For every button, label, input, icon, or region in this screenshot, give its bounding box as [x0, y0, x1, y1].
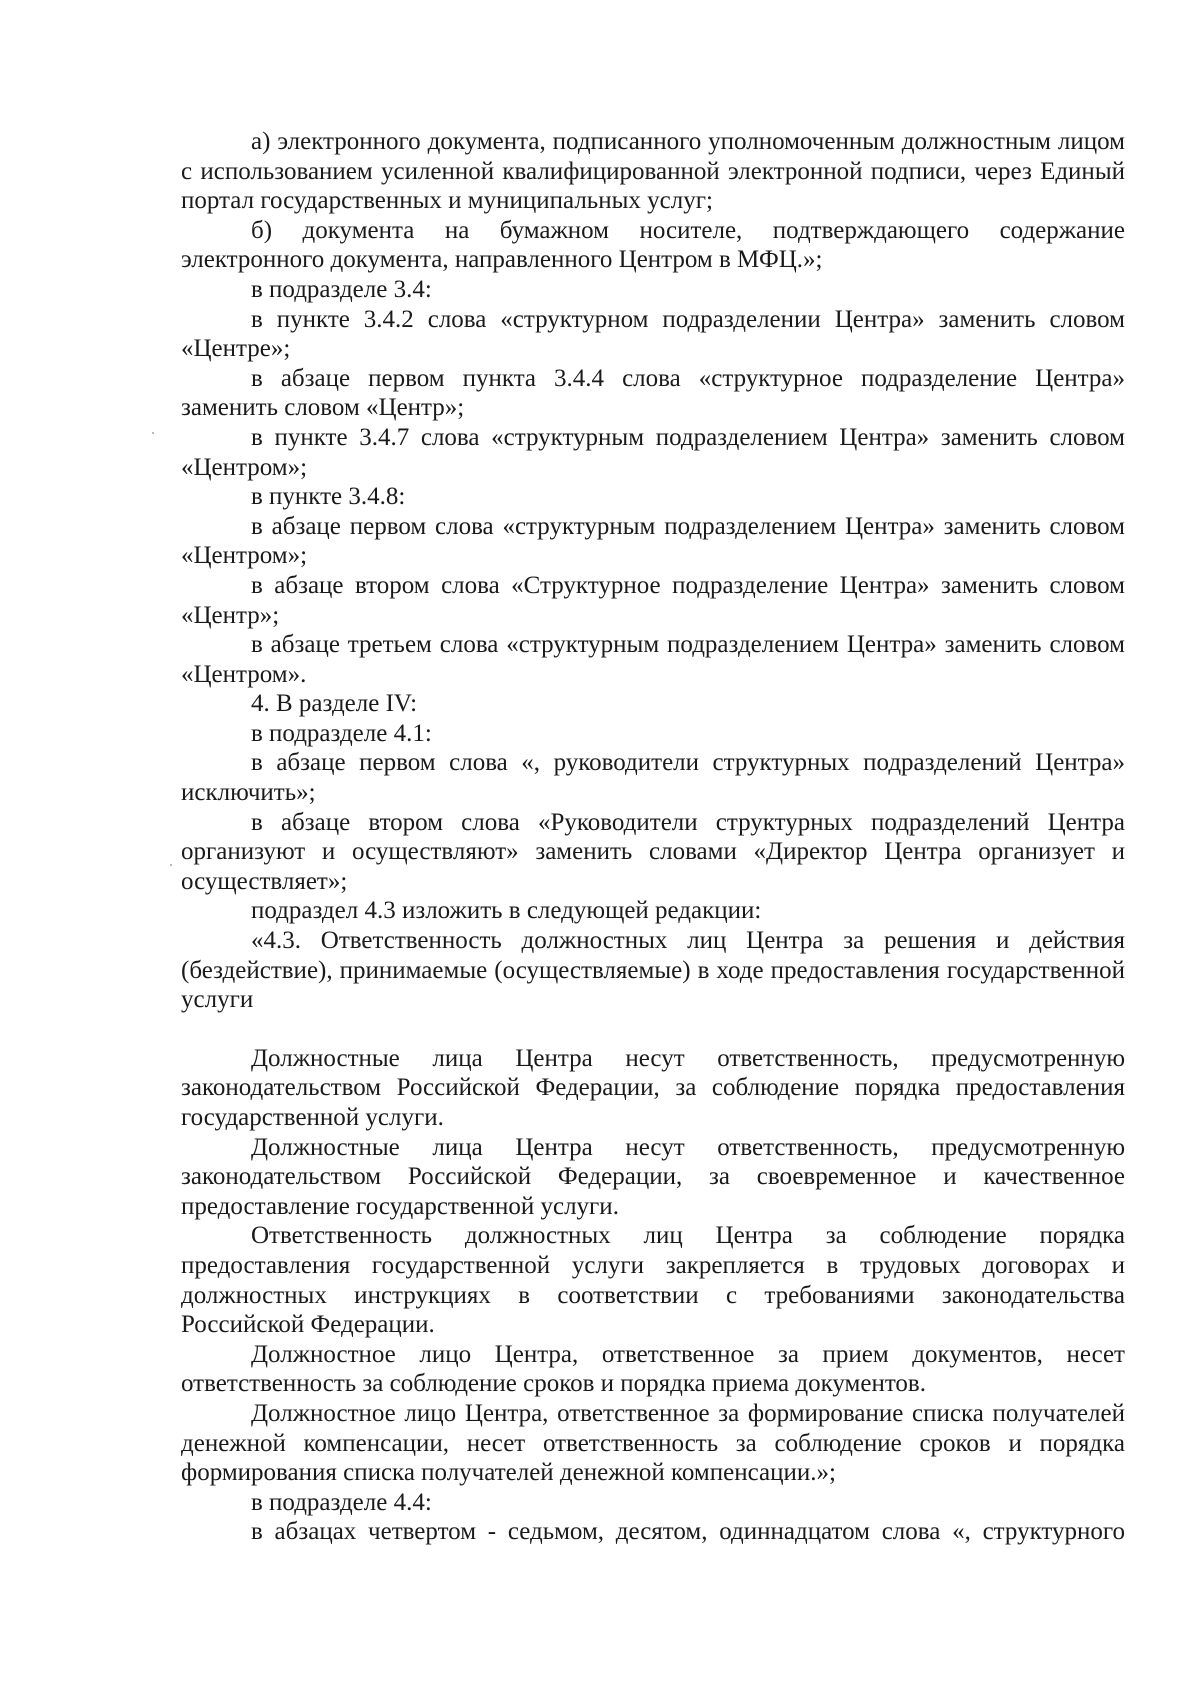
paragraph: в абзаце третьем слова «структурным подразделением Центра» заменить словом «Центром». — [181, 631, 1125, 688]
paragraph: в подразделе 4.4: — [251, 1488, 432, 1516]
paragraph: в абзаце первом слова «структурным подразделением Центра» заменить словом «Центром»; — [181, 512, 1125, 570]
paragraph: в пункте 3.4.7 слова «структурным подразделением Центра» заменить словом «Центром»; — [181, 423, 1125, 481]
section-heading-4-3: «4.3. Ответственность должностных лиц Центра за решения и действия (бездействие), принимаемые (осуществляемые) в ходе предоставления государственной услуги — [181, 927, 1125, 1014]
paragraph: Должностные лица Центра несут ответственность, предусмотренную законодательством Российской Федерации, за своевременное и качественное предоставление государственной услуги. — [181, 1133, 1125, 1220]
paragraph: Должностные лица Центра несут ответственность, предусмотренную законодательством Российской Федерации, за соблюдение порядка предоставления государственной услуги. — [181, 1044, 1125, 1131]
paragraph: Должностное лицо Центра, ответственное за формирование списка получателей денежной компенсации, несет ответственность за соблюдение сроков и порядка формирования списка получателей денежной компенсации.»; — [181, 1399, 1125, 1487]
paragraph: подраздел 4.3 изложить в следующей редакции: — [251, 897, 762, 925]
paragraph: б) документа на бумажном носителе, подтверждающего содержание электронного документа, направленного Центром в МФЦ.»; — [181, 216, 1125, 274]
paragraph: а) электронного документа, подписанного уполномоченным должностным лицом с использованием усиленной квалифицированной электронной подписи, через Единый портал государственных и муниципальных услуг; — [181, 128, 1125, 215]
paragraph: Должностное лицо Центра, ответственное за прием документов, несет ответственность за соблюдение сроков и порядка приема документов. — [181, 1340, 1125, 1398]
paragraph: в абзаце первом пункта 3.4.4 слова «структурное подразделение Центра» заменить словом «Центр»; — [181, 364, 1125, 422]
paragraph: в абзацах четвертом - седьмом, десятом, одиннадцатом слова «, структурного — [251, 1518, 1125, 1546]
paragraph: 4. В разделе IV: — [251, 690, 418, 718]
paragraph: в абзаце втором слова «Руководители структурных подразделений Центра организуют и осуществляют» заменить словами «Директор Центра организует и осуществляет»; — [181, 808, 1125, 895]
paragraph: в абзаце первом слова «, руководители структурных подразделений Центра» исключить»; — [181, 749, 1125, 807]
scan-margin-mark — [152, 432, 154, 434]
paragraph: в пункте 3.4.8: — [251, 483, 406, 511]
paragraph: в пункте 3.4.2 слова «структурном подразделении Центра» заменить словом «Центре»; — [181, 305, 1125, 363]
paragraph: в подразделе 3.4: — [251, 275, 432, 303]
paragraph: в абзаце втором слова «Структурное подразделение Центра» заменить словом «Центр»; — [181, 571, 1125, 629]
scan-margin-mark — [170, 864, 172, 866]
paragraph: в подразделе 4.1: — [251, 719, 432, 747]
document-body — [181, 127, 1125, 1547]
paragraph: Ответственность должностных лиц Центра за соблюдение порядка предоставления государственной услуги закрепляется в трудовых договорах и должностных инструкциях в соответствии с требованиями законодательства Российской Федерации. — [181, 1222, 1125, 1339]
blank-line — [181, 1015, 1125, 1044]
